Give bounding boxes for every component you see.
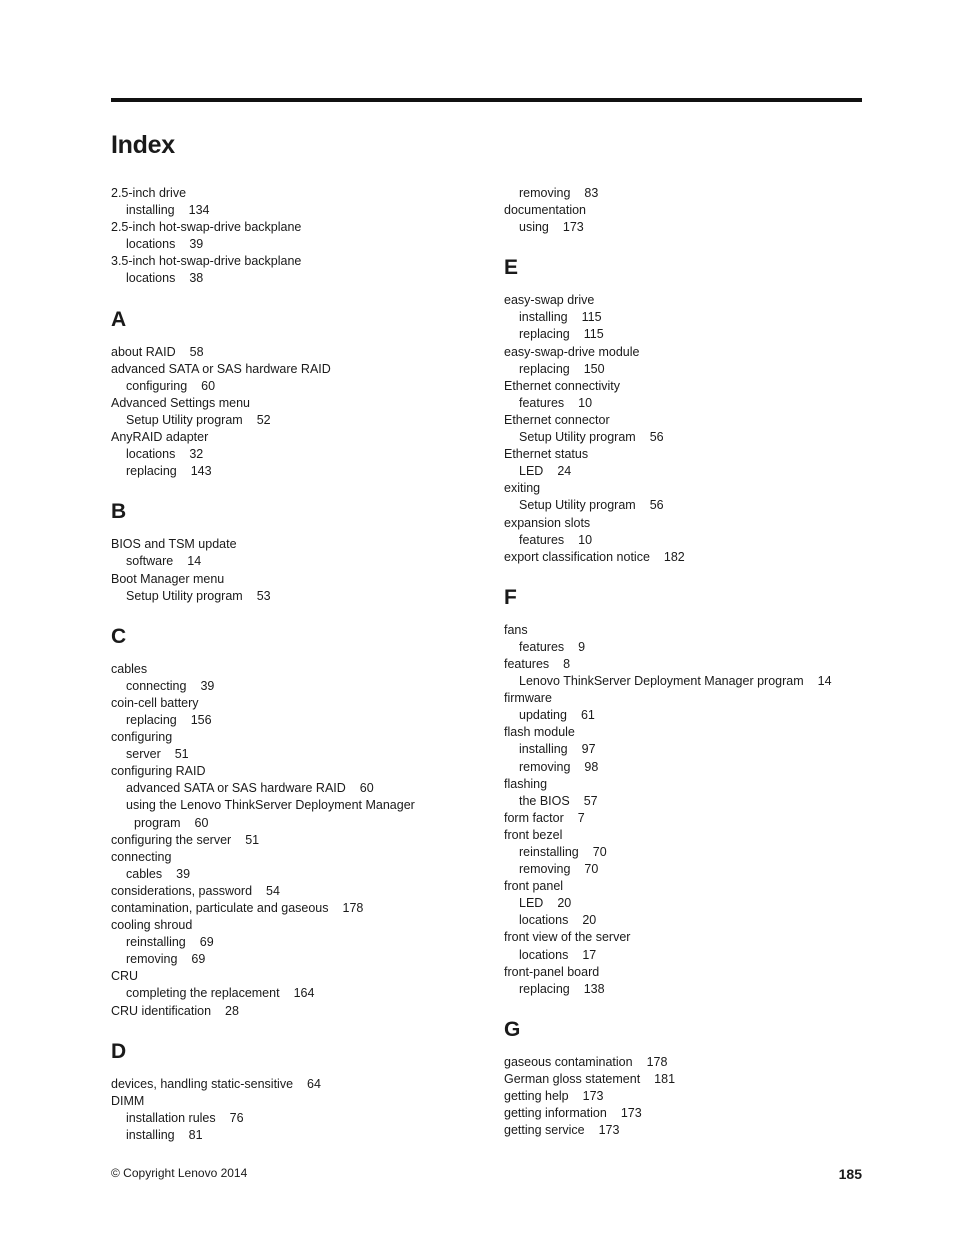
page-number: 185 [838,1166,862,1182]
entry-term: reinstalling [519,845,579,859]
entry-term: locations [126,271,176,286]
entry-term: Setup Utility program [519,498,636,513]
index-entry [111,1076,491,1093]
index-column-left [111,185,491,1144]
entry-term: cooling shroud [111,918,193,933]
page-reference: 51 [245,832,260,847]
entry-term: configuring RAID [111,764,206,779]
entry-term: cables [111,661,148,676]
entry-term: completing the replacement [126,986,280,1001]
index-entry [111,536,491,553]
index-entry [504,1105,884,1122]
page-reference: 56 [649,430,664,445]
entry-term: Advanced Settings menu [111,395,250,410]
entry-term: coin-cell battery [111,695,199,710]
index-subentry [111,934,491,951]
page-reference: 150 [583,361,605,376]
index-subentry [111,412,491,429]
index-subentry [111,815,491,832]
page-reference: 138 [583,981,605,996]
header-rule [111,98,862,102]
section-letter: F [504,585,517,609]
index-column-right [504,185,884,1139]
page-reference: 178 [646,1054,668,1069]
entry-term: locations [126,237,176,252]
index-entry [111,849,491,866]
entry-term: German gloss statement [504,1071,641,1086]
index-entry [111,571,491,588]
page-reference: 57 [583,793,598,808]
index-subentry [504,361,884,378]
index-subentry [504,707,884,724]
entry-term: software [126,554,174,569]
entry-term: replacing [519,361,570,376]
page-reference: 39 [200,678,215,693]
entry-term: front panel [504,879,564,894]
entry-term: Setup Utility program [126,588,243,603]
index-entry [111,661,491,678]
index-entry [111,729,491,746]
index-entry [504,549,884,566]
index-entry [504,292,884,309]
index-subentry [111,985,491,1002]
index-subentry [111,1110,491,1127]
page-reference: 20 [582,913,597,928]
entry-term: front view of the server [504,930,631,945]
index-subentry [111,712,491,729]
page-reference: 182 [663,549,685,564]
entry-term: export classification notice [504,549,650,564]
index-entry [504,480,884,497]
page-reference: 32 [189,447,204,462]
index-subentry [504,185,884,202]
entry-term: using the Lenovo ThinkServer Deployment Manager [126,798,415,813]
index-subentry [504,912,884,929]
index-subentry [111,446,491,463]
index-subentry [504,395,884,412]
index-entry [504,622,884,639]
page-reference: 61 [580,708,595,723]
entry-term: gaseous contamination [504,1054,633,1069]
page-reference: 64 [307,1076,321,1091]
index-subentry [111,236,491,253]
entry-term: firmware [504,691,552,706]
entry-term: updating [519,708,567,723]
entry-term: Setup Utility program [126,412,243,427]
page-reference: 115 [581,310,602,325]
index-subentry [504,981,884,998]
page-reference: 10 [578,395,593,410]
page-reference: 60 [201,378,216,393]
entry-term: installing [519,742,568,757]
index-subentry [111,866,491,883]
index-entry [111,900,491,917]
entry-term: removing [126,952,178,967]
page-reference: 97 [581,742,596,757]
entry-term: considerations, password [111,883,253,898]
index-subentry [111,378,491,395]
index-entry [504,690,884,707]
index-entry [504,1122,884,1139]
entry-term: easy-swap-drive module [504,344,640,359]
entry-term: locations [519,913,569,928]
index-entry [504,344,884,361]
index-entry [111,253,491,270]
index-subentry [111,588,491,605]
page-reference: 52 [256,412,271,427]
entry-term: installation rules [126,1110,216,1125]
page-reference: 53 [256,588,271,603]
entry-term: 2.5-inch drive [111,186,187,200]
page-reference: 24 [557,464,572,479]
index-subentry [111,553,491,570]
page-reference: 56 [649,498,664,513]
page-reference: 54 [266,883,280,898]
entry-term: flashing [504,776,548,791]
entry-term: Lenovo ThinkServer Deployment Manager program [519,674,804,689]
entry-term: features [519,395,565,410]
index-subentry [111,202,491,219]
index-subentry [504,429,884,446]
entry-term: 3.5-inch hot-swap-drive backplane [111,254,302,269]
section-letter: G [504,1017,521,1041]
page-reference: 58 [189,344,204,359]
page-reference: 39 [189,237,204,252]
page-reference: 173 [562,220,584,235]
page-reference: 76 [229,1110,244,1125]
entry-term: AnyRAID adapter [111,430,209,445]
index-entry [111,763,491,780]
index-subentry [504,463,884,480]
page-reference: 70 [584,862,599,877]
entry-term: replacing [519,981,570,996]
page-reference: 98 [584,759,599,774]
index-entry [504,515,884,532]
index-entry [504,1054,884,1071]
page-title: Index [111,131,175,159]
entry-term: replacing [519,327,570,342]
index-entry [504,929,884,946]
entry-term: fans [504,622,528,637]
entry-term: locations [126,447,176,462]
index-subentry [504,532,884,549]
entry-term: CRU identification [111,1003,212,1018]
page-reference: 173 [620,1106,642,1121]
page-reference: 69 [199,935,214,950]
entry-term: removing [519,186,571,200]
page-reference: 60 [359,781,374,796]
index-subentry [504,219,884,236]
entry-term: Boot Manager menu [111,571,225,586]
page-reference: 8 [563,656,571,671]
index-subentry [504,793,884,810]
index-subentry [111,797,491,814]
entry-term: LED [519,464,544,479]
entry-term: using [519,220,549,235]
page-reference: 181 [654,1071,676,1086]
index-subentry [504,844,884,861]
index-entry [111,429,491,446]
index-subentry [111,1127,491,1144]
page-reference: 156 [190,712,212,727]
index-entry [111,219,491,236]
index-entry [111,917,491,934]
index-subentry [504,309,884,326]
page-reference: 69 [191,952,206,967]
page-reference: 143 [190,464,212,479]
entry-term: DIMM [111,1093,145,1108]
entry-term: connecting [126,678,187,693]
section-letter: C [111,624,127,648]
page-reference: 28 [225,1003,239,1018]
entry-term: Setup Utility program [519,430,636,445]
section-letter: B [111,500,127,524]
entry-term: advanced SATA or SAS hardware RAID [111,361,331,376]
entry-term: reinstalling [126,935,186,950]
entry-term: configuring the server [111,832,232,847]
entry-term: front-panel board [504,964,600,979]
entry-term: features [519,532,565,547]
entry-term: CRU [111,969,139,984]
index-subentry [111,951,491,968]
page-reference: 134 [188,203,210,218]
page-reference: 178 [342,901,364,915]
page-reference: 14 [187,554,202,569]
entry-term: advanced SATA or SAS hardware RAID [126,781,346,796]
page-reference: 60 [194,815,209,830]
index-subentry [504,497,884,514]
index-entry [111,361,491,378]
index-subentry [111,746,491,763]
index-entry [504,964,884,981]
entry-term: Ethernet connectivity [504,378,621,393]
entry-term: form factor [504,810,564,825]
entry-term: devices, handling static-sensitive [111,1076,294,1091]
page-reference: 17 [582,947,597,962]
entry-term: locations [519,947,569,962]
index-entry [111,395,491,412]
index-subentry [504,673,884,690]
index-entry [111,695,491,712]
index-subentry [504,861,884,878]
entry-term: expansion slots [504,515,591,530]
index-subentry [111,463,491,480]
page-reference: 164 [293,986,315,1001]
index-entry [111,1003,491,1020]
index-subentry [504,741,884,758]
entry-term: documentation [504,203,587,218]
entry-term: exiting [504,481,541,496]
entry-term: front bezel [504,827,563,842]
index-entry [504,1088,884,1105]
page-reference: 173 [598,1123,620,1138]
index-entry [504,656,884,673]
page-reference: 20 [557,896,572,911]
page-reference: 51 [174,747,189,762]
entry-term: flash module [504,725,575,740]
index-entry [504,446,884,463]
index-subentry [504,759,884,776]
entry-term: server [126,747,161,762]
index-entry [504,776,884,793]
page-reference: 83 [584,186,599,200]
index-subentry [504,895,884,912]
entry-term: the BIOS [519,793,570,808]
entry-term: removing [519,862,571,877]
entry-term: LED [519,896,544,911]
entry-term: configuring [111,730,173,745]
index-entry [111,1093,491,1110]
entry-term: getting information [504,1106,607,1121]
index-subentry [111,678,491,695]
entry-term: Ethernet connector [504,412,610,427]
entry-term: replacing [126,712,177,727]
entry-term: getting help [504,1089,569,1104]
entry-term: about RAID [111,344,176,359]
entry-term: removing [519,759,571,774]
page-reference: 9 [578,639,586,654]
index-subentry [504,947,884,964]
page-reference: 70 [592,845,607,859]
index-subentry [111,780,491,797]
index-entry [504,878,884,895]
entry-term: getting service [504,1123,585,1138]
page-reference: 173 [582,1089,604,1104]
entry-term: installing [126,1127,175,1142]
page-reference: 38 [189,271,204,286]
entry-term: replacing [126,464,177,479]
index-entry [504,202,884,219]
index-entry [111,344,491,361]
page-reference: 115 [583,327,604,342]
page-reference: 39 [176,866,191,881]
index-entry [111,832,491,849]
index-subentry [111,270,491,287]
entry-term: features [519,639,565,654]
index-entry [111,185,491,202]
entry-term: Ethernet status [504,447,589,462]
entry-term: 2.5-inch hot-swap-drive backplane [111,220,302,235]
section-letter: E [504,256,519,280]
index-entry [504,1071,884,1088]
entry-term: cables [126,866,163,881]
index-entry [111,883,491,900]
page-reference: 81 [188,1127,203,1142]
entry-term: features [504,656,550,671]
page-reference: 10 [578,532,593,547]
index-entry [504,724,884,741]
index-entry [111,968,491,985]
entry-term: installing [126,203,175,218]
section-letter: A [111,307,127,331]
index-subentry [504,326,884,343]
entry-term: connecting [111,849,172,864]
entry-term: easy-swap drive [504,293,595,308]
page-reference: 14 [817,674,832,689]
section-letter: D [111,1039,127,1063]
entry-term: configuring [126,378,188,393]
index-subentry [504,639,884,656]
index-entry [504,827,884,844]
entry-term: program [134,815,181,830]
index-entry [504,810,884,827]
entry-term: installing [519,310,568,325]
copyright-notice: © Copyright Lenovo 2014 [111,1166,248,1180]
entry-term: contamination, particulate and gaseous [111,901,329,915]
index-entry [504,378,884,395]
index-entry [504,412,884,429]
entry-term: BIOS and TSM update [111,537,237,552]
page-reference: 7 [577,810,585,825]
